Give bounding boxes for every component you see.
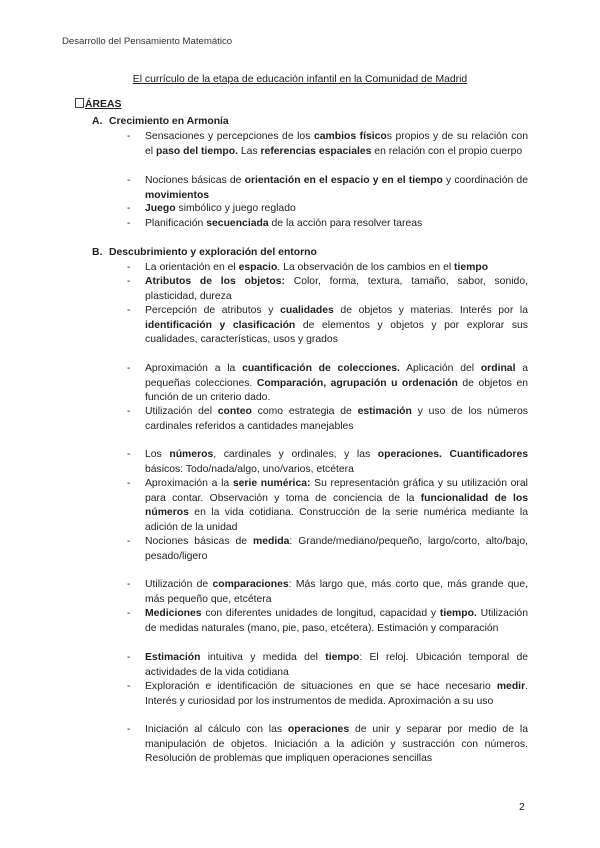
text-run: : Grande/mediano/pequeño, largo/corto, alto/bajo, pesado/ligero (145, 536, 531, 562)
bold-text-run: tiempo (325, 652, 360, 663)
list-item (145, 275, 531, 304)
list-item (145, 217, 528, 232)
bold-text-run: números (169, 449, 214, 460)
list-item (145, 651, 531, 680)
text-run: intuitiva y medida del (200, 652, 326, 663)
bold-text-run: operaciones (287, 724, 350, 735)
list-item (145, 607, 531, 636)
bold-text-run: paso del tiempo. (155, 145, 238, 157)
text-run: a pequeñas colecciones. (145, 363, 531, 389)
text-run: , cardinales y ordinales, y las (213, 449, 378, 460)
list-item (145, 448, 531, 477)
text-run: La orientación en el (145, 262, 239, 273)
text-run: de objetos y materias. Interés por la (333, 305, 531, 316)
bold-text-run: estimación (357, 406, 412, 417)
bold-text-run: Estimación (145, 652, 201, 663)
list-item (145, 174, 531, 203)
text-run: Color, forma, textura, tamaño, sabor, sonido, plasticidad, dureza (145, 276, 531, 302)
bold-text-run: operaciones. Cuantificadores (377, 449, 529, 460)
bold-text-run: secuenciada (206, 218, 269, 229)
section-title: Crecimiento en Armonía (109, 116, 229, 127)
text-run: Nociones básicas de (145, 536, 254, 547)
text-run: s propios y de su relación con el (145, 131, 531, 157)
list-item (145, 535, 531, 564)
bold-text-run: tiempo (454, 262, 489, 273)
text-run: Su representación gráfica y su utilización oral para contar. Observación y toma de conciencia de la (145, 478, 531, 504)
bold-text-run: movimientos (145, 189, 210, 201)
page-number: 2 (519, 802, 525, 813)
text-run: . La observación de los cambios en el (277, 262, 455, 273)
text-run: Iniciación al cálculo con las (145, 724, 288, 735)
section-title: Descubrimiento y exploración del entorno (109, 247, 317, 258)
areas-heading (75, 98, 121, 110)
section-b-heading (92, 247, 317, 258)
list-item (145, 477, 531, 535)
text-run: Utilización de medidas naturales (mano, pie, paso, etcétera). Estimación y comparación (145, 608, 531, 634)
bold-text-run: medir (496, 681, 526, 692)
bold-text-run: cambios físico (313, 131, 387, 142)
text-run: Exploración e identificación de situaciones en que se hace necesario (145, 681, 497, 692)
bold-text-run: comparaciones (212, 579, 289, 590)
list-item (145, 723, 531, 767)
text-run: con diferentes unidades de longitud, capacidad y (201, 608, 440, 619)
bold-text-run: funcionalidad de los números (145, 492, 531, 519)
text-run: en relación con el propio cuerpo (371, 145, 523, 157)
list-item (145, 405, 531, 434)
section-letter: B. (92, 247, 103, 258)
checkbox-glyph-icon (75, 98, 84, 108)
bold-text-run: espacio (238, 262, 278, 273)
bold-text-run: conteo (217, 406, 252, 417)
list-item (145, 130, 531, 159)
text-run: básicos: Todo/nada/algo, uno/varios, etcétera (145, 449, 531, 475)
text-run: Las (237, 145, 261, 157)
list-item (145, 202, 528, 217)
text-run: como estrategia de (251, 406, 358, 417)
bold-text-run: Comparación, agrupación u ordenación (256, 377, 458, 389)
bold-text-run: orientación en el espacio y en el tiempo (244, 175, 443, 186)
bold-text-run: Juego (145, 203, 176, 214)
list-item (145, 362, 531, 406)
text-run: Utilización de (145, 579, 213, 590)
text-run: Aplicación del (399, 363, 481, 374)
bold-text-run: serie numérica: (232, 478, 311, 489)
section-a-heading (92, 116, 229, 127)
text-run: Planificación (145, 218, 207, 229)
bold-text-run: Atributos de los objetos: (145, 276, 285, 287)
text-run: Utilización del (145, 406, 218, 417)
bold-text-run: cualidades (280, 305, 334, 316)
areas-label: ÁREAS (85, 99, 122, 110)
text-run: y uso de los números cardinales referidos a cantidades manejables (145, 406, 531, 432)
running-header: Desarrollo del Pensamiento Matemático (62, 36, 233, 47)
text-run: y coordinación de (442, 175, 531, 186)
list-item (145, 304, 531, 348)
list-item (145, 578, 531, 607)
text-run: de elementos y objetos y por explorar sus cualidades, características, usos y grados (145, 319, 531, 346)
text-run: Aproximación a la (145, 363, 243, 374)
text-run: de objetos en función de un criterio dado. (145, 377, 531, 404)
text-run: Sensaciones y percepciones de los (145, 131, 314, 142)
bold-text-run: ordinal (480, 363, 516, 374)
bold-text-run: identificación y clasificación (145, 319, 296, 331)
bold-text-run: Mediciones (145, 608, 202, 619)
text-run: Los (145, 449, 170, 460)
text-run: de la acción para resolver tareas (268, 218, 423, 229)
text-run: simbólico y juego reglado (175, 203, 296, 214)
text-run: . Interés y curiosidad por los instrumentos de medida. Aproximación a su uso (145, 681, 531, 707)
bold-text-run: cuantificación de colecciones. (242, 363, 400, 374)
text-run: Percepción de atributos y (145, 305, 281, 316)
text-run: : Más largo que, más corto que, más grande que, más pequeño que, etcétera (145, 579, 531, 605)
list-item (145, 680, 531, 709)
text-run: Aproximación a la (145, 478, 233, 489)
text-run: de unir y separar por medio de la manipulación de objetos. Iniciación a la adición y sustracción con números. Resolución de problemas que impliquen operaciones sencillas (145, 724, 531, 765)
bold-text-run: medida (253, 536, 290, 547)
text-run: : El reloj. Ubicación temporal de actividades de la vida cotidiana (145, 652, 531, 678)
bold-text-run: referencias espaciales (260, 145, 372, 157)
section-letter: A. (92, 116, 103, 127)
text-run: en la vida cotidiana. Construcción de la serie numérica mediante la adición de la unidad (145, 507, 531, 533)
list-item (145, 261, 528, 276)
text-run: Nociones básicas de (145, 175, 245, 186)
bold-text-run: tiempo. (439, 608, 477, 619)
document-title: El currículo de la etapa de educación infantil en la Comunidad de Madrid (132, 74, 468, 85)
